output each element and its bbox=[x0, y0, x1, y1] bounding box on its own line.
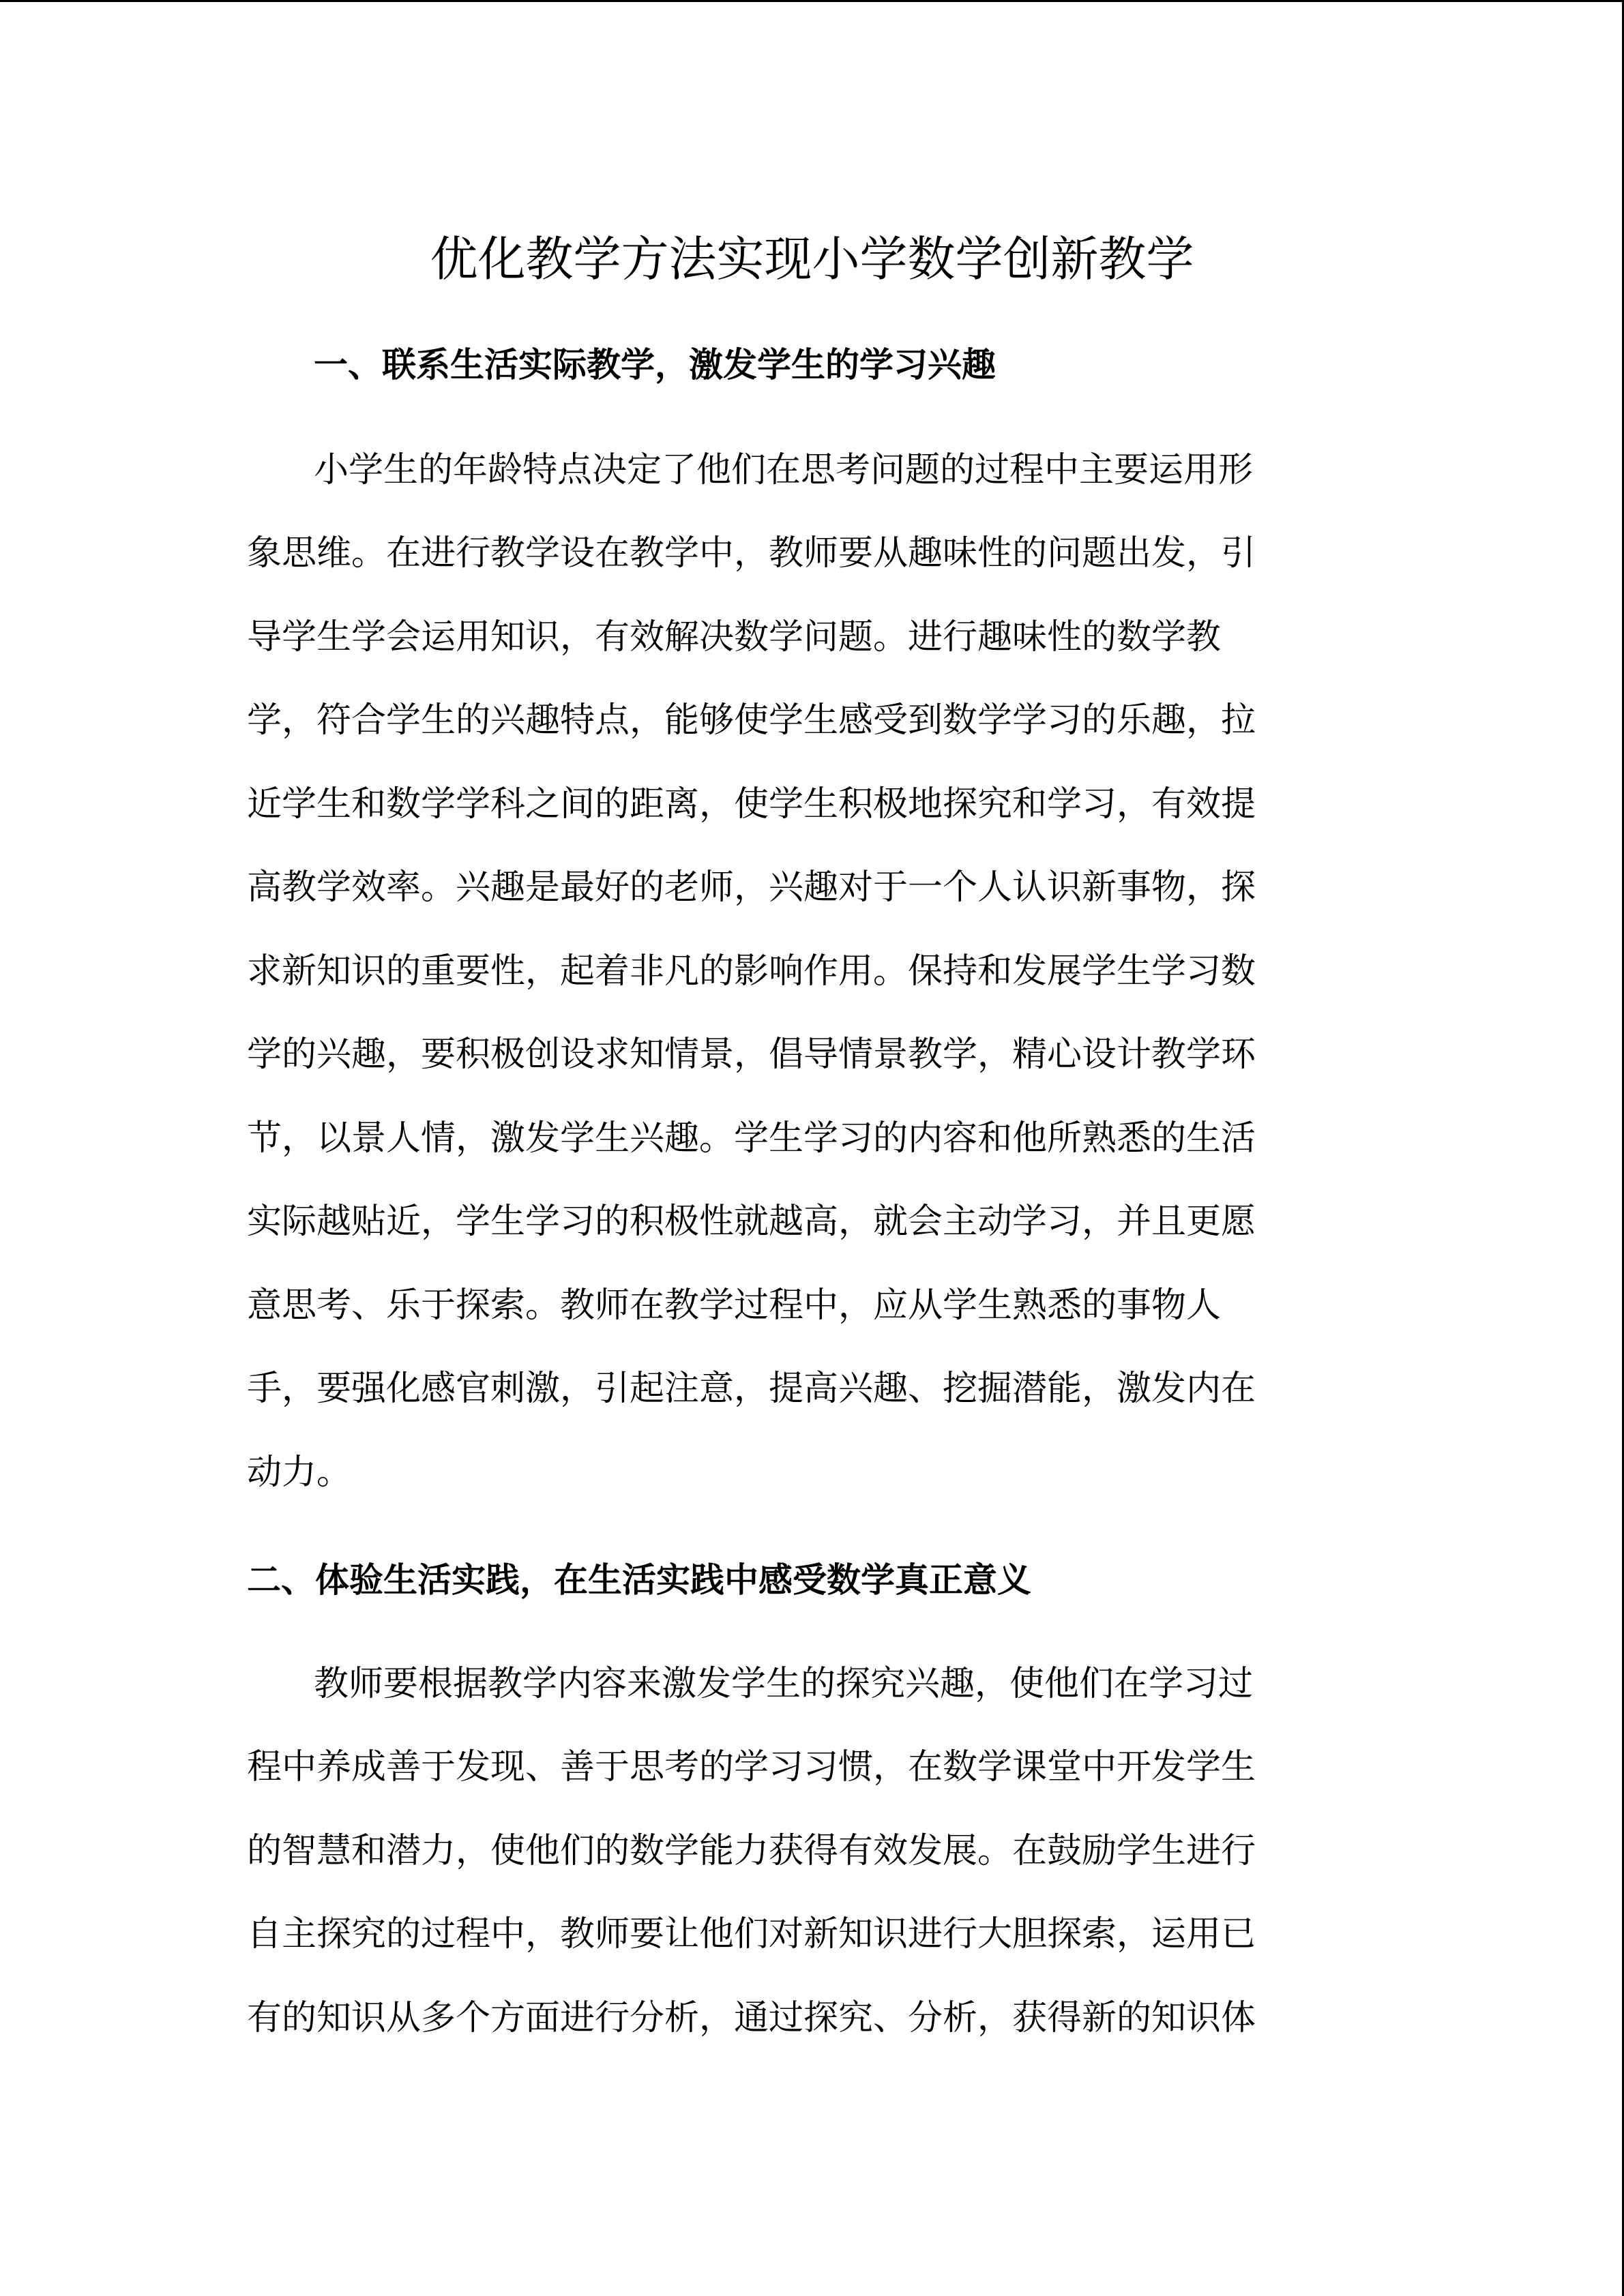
paragraph-line: 有的知识从多个方面进行分析，通过探究、分析，获得新的知识体 bbox=[247, 1998, 1256, 2038]
paragraph-line: 学，符合学生的兴趣特点，能够使学生感受到数学学习的乐趣，拉 bbox=[247, 700, 1256, 741]
paragraph-line: 手，要强化感官刺激，引起注意，提高兴趣、挖掘潜能，激发内在 bbox=[247, 1369, 1256, 1409]
page-title: 优化教学方法实现小学数学创新教学 bbox=[430, 231, 1194, 287]
paragraph-line: 学的兴趣，要积极创设求知情景，倡导情景教学，精心设计教学环 bbox=[247, 1034, 1256, 1075]
paragraph-line: 小学生的年龄特点决定了他们在思考问题的过程中主要运用形 bbox=[314, 450, 1254, 490]
paragraph-line: 动力。 bbox=[247, 1452, 352, 1493]
paragraph-line: 求新知识的重要性，起着非凡的影响作用。保持和发展学生学习数 bbox=[247, 951, 1256, 992]
paragraph-line: 教师要根据教学内容来激发学生的探究兴趣，使他们在学习过 bbox=[314, 1664, 1254, 1704]
paragraph-line: 近学生和数学学科之间的距离，使学生积极地探究和学习，有效提 bbox=[247, 784, 1256, 824]
paragraph-line: 程中养成善于发现、善于思考的学习习惯，在数学课堂中开发学生 bbox=[247, 1747, 1256, 1787]
paragraph-line: 实际越贴近，学生学习的积极性就越高，就会主动学习，并且更愿 bbox=[247, 1202, 1256, 1242]
paragraph-line: 的智慧和潜力，使他们的数学能力获得有效发展。在鼓励学生进行 bbox=[247, 1831, 1256, 1871]
top-border bbox=[0, 0, 1624, 2]
section-2-heading: 二、体验生活实践，在生活实践中感受数学真正意义 bbox=[247, 1560, 1031, 1600]
section-1-heading: 一、联系生活实际教学，激发学生的学习兴趣 bbox=[314, 344, 996, 385]
paragraph-line: 意思考、乐于探索。教师在教学过程中，应从学生熟悉的事物人 bbox=[247, 1285, 1222, 1326]
paragraph-line: 自主探究的过程中，教师要让他们对新知识进行大胆探索，运用已 bbox=[247, 1914, 1256, 1954]
paragraph-line: 高教学效率。兴趣是最好的老师，兴趣对于一个人认识新事物，探 bbox=[247, 867, 1256, 908]
paragraph-line: 导学生学会运用知识，有效解决数学问题。进行趣味性的数学教 bbox=[247, 617, 1222, 657]
paragraph-line: 节，以景人情，激发学生兴趣。学生学习的内容和他所熟悉的生活 bbox=[247, 1118, 1256, 1159]
paragraph-line: 象思维。在进行教学设在教学中，教师要从趣味性的问题出发，引 bbox=[247, 533, 1256, 573]
